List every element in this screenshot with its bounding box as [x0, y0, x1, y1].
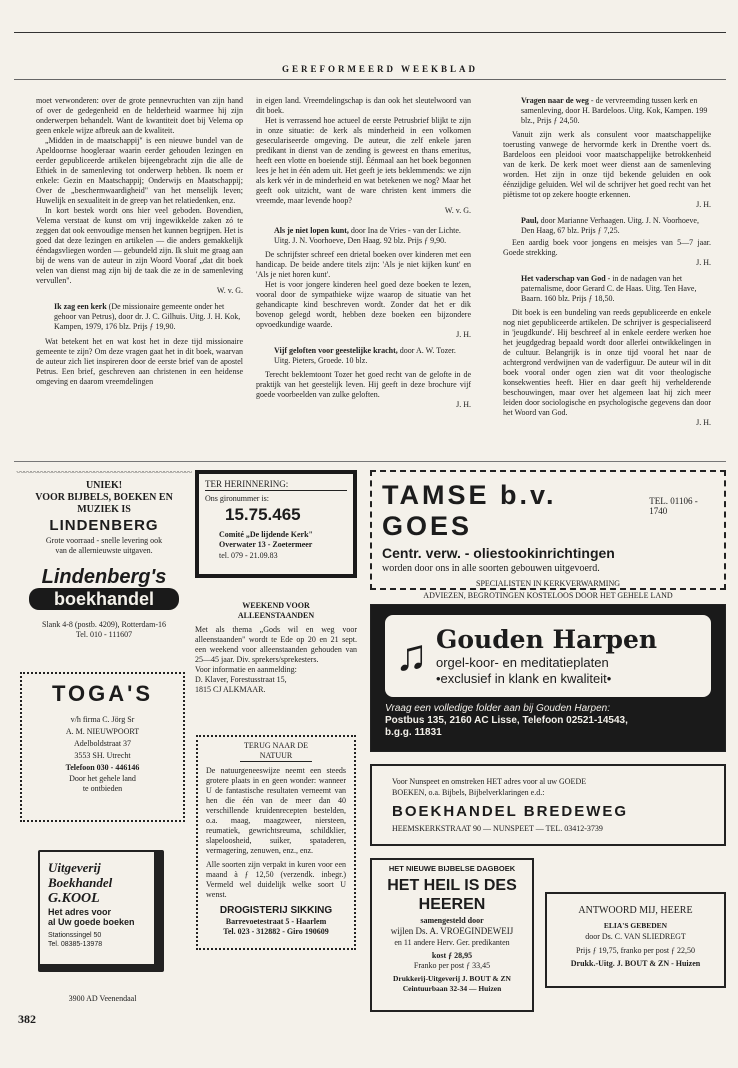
ad-title: TER HERINNERING: [205, 478, 347, 491]
ad-line: BOEKEN, o.a. Bijbels, Bijbelverklaringen e.d.: [392, 788, 545, 797]
ad-line: Ceintuurbaan 32-34 — Huizen [402, 984, 502, 993]
ads-divider [14, 461, 726, 462]
ad-line: Centr. verw. - oliestookinrichtingen [382, 545, 615, 561]
ad-line: Grote voorraad - snelle levering ook [45, 536, 163, 545]
ad-line: ADVIEZEN, BEGROTINGEN KOSTELOOS DOOR HET GEHELE LAND [423, 591, 673, 600]
ad-natuur [196, 735, 356, 950]
ad-name: DROGISTERIJ SIKKING [219, 905, 333, 916]
article-column-1 [36, 96, 243, 387]
ad-heil [370, 858, 534, 1012]
review-heading [503, 96, 711, 126]
ad-line: Comité „De lijdende Kerk" [219, 530, 313, 539]
ad-line: •exclusief in klank en kwaliteit• [436, 671, 612, 686]
paragraph: „Midden in de maatschappij" is een nieuwe bundel van de Apeldoornse hoogleraar waarin eerder gehouden lezingen en eerder gepubliceerde artikelen bijeengebracht zijn die alle de Ethiek in de samenleving tot onderwerp hebben. Ik noem er enkele: Gezin en Maatschappij; Onderwijs en Maatschappij; Over de „beschermwaardigheid" van het menselijk leven; Huwelijk en sexualiteit in de greep van het relatiedenken, enz. [36, 136, 243, 205]
ad-title: ANTWOORD MIJ, HEERE [578, 905, 693, 916]
signature: W. v. G. [444, 206, 471, 215]
logo-text: G.KOOL [48, 891, 100, 906]
ad-line: D. Klaver, Forestusstraat 15, [195, 675, 287, 684]
ad-title: TAMSE b.v. GOES [382, 480, 557, 541]
ad-title: HET HEIL IS DES HEEREN [387, 877, 517, 913]
ad-herinnering [195, 470, 357, 578]
ad-line: worden door ons in alle soorten gebouwen uitgevoerd. [382, 563, 600, 574]
ad-line: Franko per post ƒ 33,45 [413, 961, 491, 970]
zigzag-border: 〰〰〰〰〰〰〰〰〰〰〰〰〰〰〰〰〰〰〰〰〰〰〰〰〰 [16, 470, 192, 476]
ad-line: wijlen Ds. A. VROEGINDEWEIJ [390, 926, 514, 936]
ad-line: Vraag een volledige folder aan bij Gouden Harpen: [385, 703, 610, 714]
paragraph: Wat betekent het en wat kost het in deze tijd missionaire gemeente te zijn? Om deze vragen gaat het in dit boek, waarvan de auteur zich liet inspireren door de eerste brief van de apostel Petrus. Een brief, geschreven aan christenen in een heidense omgeving en daarom vreemdelingen [36, 337, 243, 386]
ad-line: Ons gironummer is: [205, 494, 269, 503]
ad-weekend [195, 597, 357, 717]
ad-line: Tel. 010 - 111607 [75, 630, 133, 639]
review-title: Als je niet lopen kunt, [274, 226, 349, 235]
ad-line: van de allernieuwste uitgaven. [55, 546, 153, 555]
ad-lindenberg [16, 470, 192, 650]
ad-title: Gouden Harpen [436, 625, 658, 654]
ad-line: Drukkerij-Uitgeverij J. BOUT & ZN [393, 974, 511, 983]
logo-text: Boekhandel [48, 875, 113, 890]
page-number: 382 [18, 1012, 36, 1026]
top-rule [14, 32, 726, 33]
review-info: (De missionaire gemeente onder het gehoor van Petrus), door dr. J. C. Gilhuis. Uitg. J. H. Kok, Kampen, 1979, 176 blz. Prijs ƒ 19,90. [54, 302, 241, 331]
paragraph: Een aardig boek voor jongens en meisjes van 5—7 jaar. Goede strekking. [503, 238, 711, 257]
review-title: Vragen naar de weg [521, 96, 589, 105]
ad-line: Het adres voor [48, 907, 112, 917]
paragraph: Terecht beklemtoont Tozer het goed recht van de gelofte in de praktijk van het geestelijk leven. Hij geeft in deze brochure vijf goede voorbeelden van zulke geloften. [256, 370, 471, 399]
paragraph: Het is voor jongere kinderen heel goed deze boeken te lezen, vooral door de sympathieke wijze waarop de situatie van het gehandicapte kind beschreven wordt. Zonder dat het er dik bovenop gelegd wordt, hebben deze boeken een bijzondere opvoedkundige waarde. [256, 280, 471, 329]
signature: J. H. [456, 330, 471, 339]
ad-line: Voor Nunspeet en omstreken HET adres voor al uw GOEDE [392, 777, 587, 786]
harp-icon: ♫ [395, 631, 428, 680]
ad-line: b.g.g. 11831 [385, 727, 442, 738]
ad-line: HEEMSKERKSTRAAT 90 — NUNSPEET — TEL. 03412-3739 [392, 824, 603, 833]
review-title: Ik zag een kerk [54, 302, 107, 311]
signature: J. H. [696, 200, 711, 209]
ad-line: SPECIALISTEN IN KERKVERWARMING [476, 579, 620, 588]
ad-line: Drukk.-Uitg. J. BOUT & ZN - Huizen [570, 959, 701, 968]
ad-line: Telefoon 030 - 446146 [65, 763, 140, 772]
ad-line: UNIEK! [85, 480, 123, 491]
paragraph: Het is verrassend hoe actueel de eerste Petrusbrief blijkt te zijn in onze situatie: de kerk als minderheid in een volkomen geseculariseerde omgeving. De auteur, die zelf enkele jaren predikant in dienst van de zending is geweest en thans emeritus, heeft een vlotte en boeiende stijl. Éénmaal aan het boek begonnen lees je het in één adem uit. Het geeft je iets beklemmends: we zijn als kerk vér in de minderheid en wat betekenen we nog? Maar het geeft ook uitzicht, want de ware christen kent immers die vreemde, maar levende hoop? [256, 116, 471, 205]
ad-line: 1815 CJ ALKMAAR. [195, 685, 266, 694]
ad-line: VOOR BIJBELS, BOEKEN EN [35, 492, 173, 503]
ad-line: Postbus 135, 2160 AC Lisse, Telefoon 02521-14543, [385, 715, 628, 726]
ad-line: Slank 4-8 (postb. 4209), Rotterdam-16 [42, 620, 166, 629]
review-info: door Ina de Vries - van der Lichte. Uitg. J. N. Voorhoeve, Den Haag. 92 blz. Prijs ƒ 9,90. [274, 226, 461, 245]
giro-number: 15.75.465 [225, 505, 301, 524]
logo-text: boekhandel [29, 588, 179, 610]
ad-line: Voor informatie en aanmelding: [195, 665, 297, 674]
ad-line: orgel-koor- en meditatieplaten [436, 655, 609, 670]
review-heading [503, 216, 711, 236]
paragraph: De schrijfster schreef een drietal boeken over kinderen met een handicap. De beide andere titels zijn: 'Als je niet kijken kunt' en 'Als je niet horen kunt'. [256, 250, 471, 279]
ad-line: Door het gehele land [69, 774, 136, 783]
ad-title: TOGA'S [51, 681, 154, 706]
review-title: Vijf geloften voor geestelijke kracht, [274, 346, 398, 355]
ad-line: Adelboldstraat 37 [73, 739, 132, 748]
ad-antwoord [545, 892, 726, 988]
ad-line: en 11 andere Herv. Ger. predikanten [394, 938, 510, 947]
ad-line: TEL. 01106 - 1740 [649, 496, 698, 516]
ad-line: tel. 079 - 21.09.83 [219, 551, 278, 560]
ad-line: HET NIEUWE BIJBELSE DAGBOEK [388, 864, 516, 873]
ad-title: NATUUR [240, 751, 312, 762]
ad-line: te ontbieden [82, 784, 123, 793]
review-info: - in de nadagen van het paternalisme, door Gerard C. de Haas. Uitg. Ten Have, Baarn. 160 blz. Prijs ƒ 18,50. [521, 274, 697, 303]
ad-body: Alle soorten zijn verpakt in kuren voor een maand à ƒ 12,50 (verzendk. inbegr.) Vermeld wel duidelijk welke soort U wenst. [206, 860, 346, 899]
harpen-text [436, 625, 657, 687]
ad-kool [30, 850, 180, 985]
ad-line: ELIA'S GEBEDEN [603, 921, 668, 930]
page-header: GEREFORMEERD WEEKBLAD [281, 64, 479, 74]
ad-title: TERUG NAAR DE [244, 741, 308, 750]
ad-tamse [370, 470, 726, 600]
lindenberg-logo [29, 566, 179, 610]
ad-line: kost ƒ 28,95 [431, 951, 473, 960]
ad-line: MUZIEK IS [77, 504, 131, 515]
logo-text: Uitgeverij [48, 860, 101, 875]
review-heading [256, 226, 471, 246]
ad-line: Stationssingel 50 [48, 932, 102, 939]
ad-line: Prijs ƒ 19,75, franko per post ƒ 22,50 [575, 946, 696, 955]
review-info: door A. W. Tozer. Uitg. Pieters, Groede. 10 blz. [274, 346, 456, 365]
review-heading [503, 274, 711, 304]
review-heading [256, 346, 471, 366]
ad-line: Tel. 023 - 312882 - Giro 190609 [223, 927, 329, 936]
ad-line: A. M. NIEUWPOORT [65, 727, 140, 736]
ad-title: BOEKHANDEL BREDEWEG [392, 803, 629, 820]
ad-line: samengesteld door [420, 916, 484, 925]
review-title: Paul, [521, 216, 539, 225]
signature: J. H. [696, 258, 711, 267]
ad-body: Met als thema „Gods wil en weg voor alleenstaanden" wordt te Ede op 20 en 21 sept. een weekend voor alleenstaanden gehouden van 25—45 jaar. Div. sprekers/sprekesters. [195, 625, 357, 664]
ad-line: Tel. 08385-13978 [48, 941, 103, 948]
logo-text: Lindenberg's [41, 566, 167, 588]
ad-line: Overwater 13 - Zoetermeer [219, 540, 313, 549]
ad-bredeweg [370, 764, 726, 846]
ad-line: 3900 AD Veenendaal [68, 994, 137, 1003]
paragraph: in eigen land. Vreemdelingschap is dan ook het sleutelwoord van dit boek. [256, 96, 471, 115]
paragraph: In kort bestek wordt ons hier veel geboden. Bovendien, Velema verstaat de kunst om vrij ingewikkelde zaken zó te zeggen dat ook eenvoudige mensen het kunnen begrijpen. Het is goed dat deze lezingen en artikelen — die anders gemakkelijk ééndagsvliegen worden — gebundeld zijn. Ik sluit me graag aan bij de wens van de auteur in zijn Woord Vooraf „dat dit boek velen van dienst mag zijn bij de taak die ze in de samenleving vervullen". [36, 206, 243, 285]
review-heading [36, 302, 243, 332]
signature: W. v. G. [216, 286, 243, 295]
paragraph: Vanuit zijn werk als consulent voor maatschappelijke toerusting vanwege de hervormde kerk in Drenthe voert ds. Bardeloos een pleidooi voor maatschappelijke betrokkenheid van de kerk. De kerk moet weer dienst aan de samenleving worden. Het zijn in onze tijd bekende geluiden en ook éénzijdige geluiden. Wel wil de schrijver het goed recht van het piëtisme tot op zekere hoogte erkennen. [503, 130, 711, 199]
paragraph: Dit boek is een bundeling van reeds gepubliceerde en enkele nog niet gepubliceerde artikelen. De schrijver is gespecialiseerd in 'jeugdkunde'. Hij beschreef al in enkele eerdere werken hoe het jeugdgedrag bepaald wordt door allerlei ontwikkelingen in de cultuur. Belangrijk is in onze tijd vooral het naar de achtergrond verdwijnen van de vaderfiguur. De auteur wil in dit boek vooral onder ogen zien wat dit voor theologische konsekwenties heeft. Hier en daar geeft hij verhelderende beschouwingen, maar over het algemeen laat hij zich meer leiden door sociologische en psychologische gegevens dan door het Woord van God. [503, 308, 711, 417]
ad-line: Barrevoetestraat 5 - Haarlem [225, 917, 327, 926]
ad-title: WEEKEND VOOR [242, 601, 310, 610]
article-column-3 [503, 96, 711, 428]
article-column-2 [256, 96, 471, 410]
ad-title: LINDENBERG [49, 517, 159, 534]
review-title: Het vaderschap van God [521, 274, 606, 283]
signature: J. H. [696, 418, 711, 427]
ad-line: 3553 SH. Utrecht [74, 751, 131, 760]
ad-togas [20, 672, 185, 822]
ad-line: door Ds. C. VAN SLIEDREGT [585, 932, 686, 941]
book-graphic [38, 850, 164, 972]
ad-line: v/h firma C. Jörg Sr [70, 715, 135, 724]
signature: J. H. [456, 400, 471, 409]
tamse-header [382, 480, 714, 542]
review-info: door Marianne Verhaagen. Uitg. J. N. Voorhoeve, Den Haag, 67 blz. Prijs ƒ 7,25. [521, 216, 699, 235]
paragraph: moet verwonderen: over de grote pennevruchten van zijn hand of over de gedegenheid en de helderheid waarmee hij zijn onderwerpen behandelt. Want de kwantiteit doet bij Velema op geen enkele wijze afbreuk aan de kwaliteit. [36, 96, 243, 135]
ad-title: ALLEENSTAANDEN [237, 611, 315, 620]
harpen-panel [385, 615, 711, 697]
header-rule [14, 79, 726, 80]
ad-body: De natuurgeneeswijze neemt een steeds grotere plaats in en geen wonder: wanneer U de fantastische resultaten verneemt van hen die één van de meer dan 40 verschillende kruidenrecepten bestelden, o.a. maag, maagzweer, niersteen, reumatiek, gewrichtsreuma, schildklier, slapeloosheid, suiker, spataderen, vermagering, zenuwen, enz., enz. [206, 766, 346, 855]
ad-line: al Uw goede boeken [48, 917, 135, 927]
ad-gouden-harpen [370, 604, 726, 752]
review-info: - de vervreemding tussen kerk en samenleving, door H. Bardeloos. Uitg. Kok, Kampen. 199 blz., Prijs ƒ 24,50. [521, 96, 708, 125]
